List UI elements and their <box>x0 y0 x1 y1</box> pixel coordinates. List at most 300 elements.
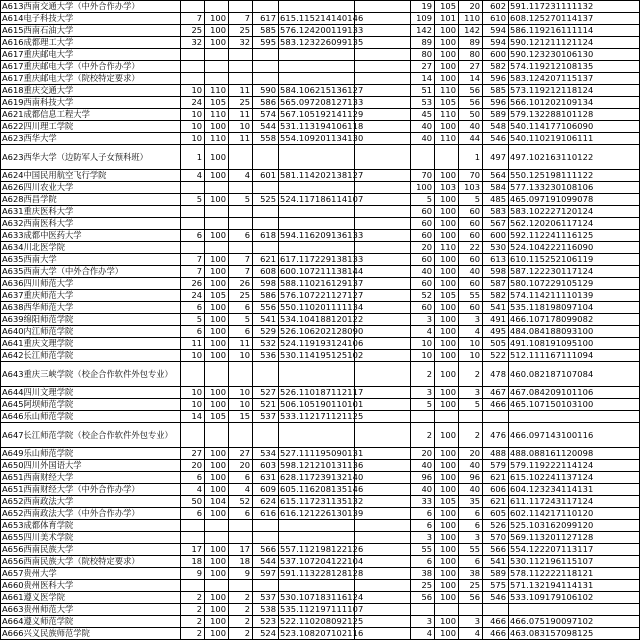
table-row <box>1 194 640 206</box>
ratio-cell: 100 <box>205 472 229 484</box>
ratio-cell-2: 100 <box>435 387 459 399</box>
file-count-cell-2: 6 <box>459 508 483 520</box>
min-score-detail-cell-2: 569.113201127128 <box>509 532 640 544</box>
school-name-cell: A628西昌学院 <box>1 194 181 206</box>
file-count-cell-2: 27 <box>459 61 483 73</box>
table-row <box>1 350 640 362</box>
ratio-cell: 105 <box>205 290 229 302</box>
table-row <box>1 97 640 109</box>
plan-count-cell-2: 100 <box>411 182 435 194</box>
file-count-cell-2: 2 <box>459 362 483 387</box>
plan-count-cell-2: 89 <box>411 37 435 49</box>
plan-count-cell <box>181 580 205 592</box>
plan-count-cell <box>181 73 205 85</box>
file-count-cell: 32 <box>229 37 253 49</box>
max-score-cell: 537 <box>253 592 279 604</box>
plan-count-cell: 20 <box>181 460 205 472</box>
max-score-cell-2: 526 <box>483 520 509 532</box>
plan-count-cell-2: 4 <box>411 628 435 640</box>
max-score-cell-2: 598 <box>483 266 509 278</box>
file-count-cell-2: 3 <box>459 532 483 544</box>
file-count-cell-2: 56 <box>459 592 483 604</box>
file-count-cell <box>229 532 253 544</box>
min-score-detail-cell: 506.105190110101 <box>280 399 364 409</box>
plan-count-cell: 10 <box>181 399 205 411</box>
file-count-cell: 52 <box>229 496 253 508</box>
ratio-cell-2: 100 <box>435 218 459 230</box>
plan-count-cell: 11 <box>181 338 205 350</box>
max-score-cell-2: 530 <box>483 242 509 254</box>
table-row <box>1 484 640 496</box>
max-score-cell-2: 600 <box>483 230 509 242</box>
min-score-detail-cell-2: 540.110219106111 <box>509 133 640 145</box>
max-score-cell-2: 505 <box>483 338 509 350</box>
min-score-detail-cell: 615.115214140146 <box>280 13 364 23</box>
min-score-detail-cell-2: 590.121211121124 <box>509 37 640 49</box>
school-name-cell: A631重庆医科大学 <box>1 206 181 218</box>
plan-count-cell-2: 10 <box>411 338 435 350</box>
ratio-cell-2: 100 <box>435 362 459 387</box>
ratio-cell-2: 100 <box>435 628 459 640</box>
file-count-cell-2: 6 <box>459 520 483 532</box>
file-count-cell-2 <box>459 411 483 423</box>
file-count-cell-2: 5 <box>459 399 483 411</box>
max-score-cell-2: 613 <box>483 254 509 266</box>
blank-cell <box>355 242 411 254</box>
max-score-cell: 534 <box>253 448 279 460</box>
ratio-cell: 100 <box>205 121 229 133</box>
min-score-detail-cell: 588.110216129137 <box>280 278 364 288</box>
min-score-detail-cell-2: 524.104222116090 <box>509 242 640 254</box>
min-score-detail-cell: 583.123226099135 <box>280 37 364 47</box>
min-score-detail-cell-2: 535.118198097104 <box>509 302 640 314</box>
ratio-cell: 100 <box>205 254 229 266</box>
file-count-cell-2: 56 <box>459 97 483 109</box>
min-score-detail-cell-2: 466.107178099082 <box>509 314 640 326</box>
plan-count-cell: 5 <box>181 314 205 326</box>
school-name-cell: A656西南民族大学 <box>1 544 181 556</box>
max-score-cell-2: 594 <box>483 37 509 49</box>
ratio-cell: 100 <box>205 194 229 206</box>
school-name-cell: A649乐山师范学院 <box>1 448 181 460</box>
plan-count-cell: 6 <box>181 326 205 338</box>
table-row <box>1 109 640 121</box>
min-score-detail-cell-2: 590.123230106130 <box>509 49 640 61</box>
file-count-cell: 17 <box>229 544 253 556</box>
ratio-cell-2: 103 <box>435 182 459 194</box>
ratio-cell-2: 100 <box>435 25 459 37</box>
ratio-cell: 100 <box>205 338 229 350</box>
max-score-cell-2: 596 <box>483 73 509 85</box>
ratio-cell: 100 <box>205 399 229 411</box>
ratio-cell <box>205 532 229 544</box>
min-score-detail-cell-2: 525.103162099120 <box>509 520 640 532</box>
school-name-cell: A655四川美术学院 <box>1 532 181 544</box>
ratio-cell-2: 105 <box>435 290 459 302</box>
file-count-cell-2: 22 <box>459 242 483 254</box>
min-score-detail-cell-2: 579.119222114124 <box>509 460 640 472</box>
ratio-cell-2: 100 <box>435 230 459 242</box>
file-count-cell: 4 <box>229 170 253 182</box>
file-count-cell: 6 <box>229 326 253 338</box>
table-row <box>1 49 640 61</box>
ratio-cell-2 <box>435 411 459 423</box>
plan-count-cell <box>181 182 205 194</box>
max-score-cell: 558 <box>253 133 279 145</box>
table-row <box>1 121 640 133</box>
school-name-cell: A614电子科技大学 <box>1 13 181 25</box>
plan-count-cell: 24 <box>181 290 205 302</box>
school-name-cell: A663贵州师范大学 <box>1 604 181 616</box>
ratio-cell-2: 100 <box>435 460 459 472</box>
min-score-detail-cell-2: 591.117231111132 <box>509 1 640 13</box>
min-score-detail-cell-2: 484.084188093100 <box>509 326 640 338</box>
max-score-cell-2: 495 <box>483 326 509 338</box>
file-count-cell: 11 <box>229 338 253 350</box>
file-count-cell-2: 60 <box>459 278 483 290</box>
file-count-cell-2: 89 <box>459 37 483 49</box>
plan-count-cell-2: 60 <box>411 230 435 242</box>
table-row <box>1 314 640 326</box>
max-score-cell <box>253 145 279 170</box>
school-name-cell: A644四川文理学院 <box>1 387 181 399</box>
file-count-cell: 10 <box>229 387 253 399</box>
table-row <box>1 218 640 230</box>
plan-count-cell: 24 <box>181 97 205 109</box>
min-score-detail-cell-2: 463.083157098125 <box>509 628 640 640</box>
table-row <box>1 460 640 472</box>
min-score-detail-cell-2: 578.112222118121 <box>509 568 640 580</box>
ratio-cell-2: 100 <box>435 568 459 580</box>
max-score-cell-2: 600 <box>483 49 509 61</box>
max-score-cell: 524 <box>253 628 279 640</box>
table-row <box>1 73 640 85</box>
table-row <box>1 496 640 508</box>
plan-count-cell-2: 45 <box>411 109 435 121</box>
file-count-cell-2: 4 <box>459 628 483 640</box>
max-score-cell: 617 <box>253 13 279 25</box>
max-score-cell: 532 <box>253 338 279 350</box>
min-score-detail-cell: 617.117229138133 <box>280 254 364 264</box>
ratio-cell: 100 <box>205 350 229 362</box>
plan-count-cell-2: 53 <box>411 97 435 109</box>
max-score-cell-2: 602 <box>483 1 509 13</box>
file-count-cell-2: 44 <box>459 133 483 145</box>
school-name-cell: A624中国民用航空飞行学院 <box>1 170 181 182</box>
file-count-cell <box>229 182 253 194</box>
min-score-detail-cell-2: 566.101202109134 <box>509 97 640 109</box>
min-score-detail-cell-2: 465.097191099078 <box>509 194 640 206</box>
file-count-cell: 10 <box>229 399 253 411</box>
plan-count-cell-2: 2 <box>411 362 435 387</box>
max-score-cell: 609 <box>253 484 279 496</box>
table-row <box>1 170 640 182</box>
ratio-cell: 100 <box>205 616 229 628</box>
plan-count-cell-2: 38 <box>411 568 435 580</box>
min-score-detail-cell: 598.121210131136 <box>280 460 364 470</box>
max-score-cell: 523 <box>253 616 279 628</box>
min-score-detail-cell: 565.097208127133 <box>280 97 364 107</box>
plan-count-cell: 26 <box>181 278 205 290</box>
min-score-detail-cell: 533.112171121125 <box>280 411 364 421</box>
max-score-cell: 601 <box>253 170 279 182</box>
school-name-cell: A619西南科技大学 <box>1 97 181 109</box>
plan-count-cell-2: 60 <box>411 302 435 314</box>
table-row <box>1 520 640 532</box>
table-row <box>1 387 640 399</box>
ratio-cell-2: 100 <box>435 532 459 544</box>
plan-count-cell-2: 6 <box>411 556 435 568</box>
min-score-detail-cell <box>279 73 355 85</box>
max-score-cell: 537 <box>253 411 279 423</box>
table-row <box>1 628 640 640</box>
blank-cell <box>355 49 411 61</box>
max-score-cell-2: 610 <box>483 13 509 25</box>
table-row <box>1 448 640 460</box>
table-row <box>1 326 640 338</box>
table-row <box>1 616 640 628</box>
min-score-detail-cell-2: 602.114217110120 <box>509 508 640 520</box>
plan-count-cell-2: 40 <box>411 266 435 278</box>
school-name-cell: A622四川理工学院 <box>1 121 181 133</box>
plan-count-cell <box>181 242 205 254</box>
ratio-cell-2: 100 <box>435 121 459 133</box>
ratio-cell-2: 100 <box>435 350 459 362</box>
table-row <box>1 423 640 448</box>
min-score-detail-cell <box>279 206 355 218</box>
ratio-cell <box>205 206 229 218</box>
max-score-cell: 529 <box>253 326 279 338</box>
ratio-cell-2: 100 <box>435 508 459 520</box>
max-score-cell-2: 567 <box>483 218 509 230</box>
min-score-detail-cell: 535.112197111107 <box>280 604 364 614</box>
plan-count-cell-2: 3 <box>411 532 435 544</box>
table-row <box>1 302 640 314</box>
max-score-cell-2: 596 <box>483 97 509 109</box>
plan-count-cell-2: 20 <box>411 448 435 460</box>
file-count-cell-2: 5 <box>459 194 483 206</box>
max-score-cell <box>253 218 279 230</box>
min-score-detail-cell <box>279 61 355 73</box>
min-score-detail-cell-2: 583.102227120124 <box>509 206 640 218</box>
ratio-cell-2: 100 <box>435 254 459 266</box>
max-score-cell-2: 548 <box>483 121 509 133</box>
plan-count-cell-2: 60 <box>411 206 435 218</box>
ratio-cell: 110 <box>205 109 229 121</box>
school-name-cell: A660贵州医科大学 <box>1 580 181 592</box>
max-score-cell: 585 <box>253 25 279 37</box>
min-score-detail-cell-2: 583.124207115137 <box>509 73 640 85</box>
ratio-cell: 100 <box>205 556 229 568</box>
school-name-cell: A650四川外国语大学 <box>1 460 181 472</box>
max-score-cell-2: 587 <box>483 278 509 290</box>
school-name-cell: A635西南大学 <box>1 254 181 266</box>
blank-cell <box>355 580 411 592</box>
plan-count-cell: 14 <box>181 411 205 423</box>
ratio-cell: 100 <box>205 628 229 640</box>
plan-count-cell: 7 <box>181 266 205 278</box>
min-score-detail-cell-2: 574.119212108135 <box>509 61 640 73</box>
ratio-cell: 100 <box>205 266 229 278</box>
file-count-cell: 5 <box>229 194 253 206</box>
file-count-cell-2: 60 <box>459 218 483 230</box>
ratio-cell-2: 100 <box>435 302 459 314</box>
ratio-cell-2: 101 <box>435 13 459 25</box>
file-count-cell <box>229 145 253 170</box>
plan-count-cell: 10 <box>181 133 205 145</box>
file-count-cell: 27 <box>229 448 253 460</box>
min-score-detail-cell: 616.121226130139 <box>280 508 364 518</box>
max-score-cell: 536 <box>253 350 279 362</box>
max-score-cell-2: 466 <box>483 399 509 411</box>
file-count-cell-2: 56 <box>459 85 483 97</box>
file-count-cell-2: 60 <box>459 302 483 314</box>
file-count-cell-2: 103 <box>459 182 483 194</box>
ratio-cell-2: 100 <box>435 326 459 338</box>
school-name-cell: A623西华大学 <box>1 133 181 145</box>
plan-count-cell: 10 <box>181 109 205 121</box>
ratio-cell-2: 100 <box>435 37 459 49</box>
file-count-cell-2: 35 <box>459 496 483 508</box>
min-score-detail-cell-2: 610.115252106119 <box>509 254 640 266</box>
min-score-detail-cell <box>279 145 355 170</box>
file-count-cell-2: 40 <box>459 460 483 472</box>
min-score-detail-cell: 537.107204122104 <box>280 556 364 566</box>
max-score-cell-2: 491 <box>483 314 509 326</box>
plan-count-cell-2: 14 <box>411 73 435 85</box>
min-score-detail-cell: 567.105192141129 <box>280 109 364 119</box>
school-name-cell: A635西南大学（中外合作办学） <box>1 266 181 278</box>
school-name-cell: A623西华大学（边防军人子女预科班） <box>1 145 181 170</box>
file-count-cell-2: 70 <box>459 170 483 182</box>
max-score-cell-2: 564 <box>483 170 509 182</box>
ratio-cell-2: 100 <box>435 73 459 85</box>
plan-count-cell <box>181 362 205 387</box>
min-score-detail-cell: 534.104188120122 <box>280 314 364 324</box>
min-score-detail-cell: 523.108207102116 <box>280 628 364 638</box>
school-name-cell: A616成都理工大学 <box>1 37 181 49</box>
ratio-cell-2: 110 <box>435 85 459 97</box>
min-score-detail-cell: 591.113228128128 <box>280 568 364 578</box>
plan-count-cell: 32 <box>181 37 205 49</box>
min-score-detail-cell: 600.107211138144 <box>280 266 364 276</box>
min-score-detail-cell: 530.107183116124 <box>280 592 364 602</box>
file-count-cell-2: 14 <box>459 73 483 85</box>
file-count-cell <box>229 206 253 218</box>
plan-count-cell: 10 <box>181 85 205 97</box>
table-row <box>1 145 640 170</box>
plan-count-cell: 2 <box>181 604 205 616</box>
plan-count-cell-2: 6 <box>411 508 435 520</box>
school-name-cell: A645阿坝师范学院 <box>1 399 181 411</box>
max-score-cell <box>253 61 279 73</box>
max-score-cell <box>253 242 279 254</box>
max-score-cell-2: 497 <box>483 145 509 170</box>
table-row <box>1 37 640 49</box>
ratio-cell: 100 <box>205 170 229 182</box>
min-score-detail-cell-2: 562.120206117124 <box>509 218 640 230</box>
ratio-cell: 100 <box>205 484 229 496</box>
table-row <box>1 25 640 37</box>
file-count-cell-2: 60 <box>459 254 483 266</box>
school-name-cell: A652西南政法大学（中外合作办学） <box>1 508 181 520</box>
plan-count-cell-2: 6 <box>411 520 435 532</box>
blank-cell <box>355 1 411 13</box>
school-name-cell: A626四川农业大学 <box>1 182 181 194</box>
max-score-cell-2: 522 <box>483 350 509 362</box>
table-row <box>1 399 640 411</box>
max-score-cell-2: 606 <box>483 484 509 496</box>
file-count-cell: 20 <box>229 460 253 472</box>
school-name-cell: A652西南政法大学 <box>1 496 181 508</box>
file-count-cell-2: 40 <box>459 266 483 278</box>
min-score-detail-cell-2: 550.125198111122 <box>509 170 640 182</box>
max-score-cell-2: 466 <box>483 616 509 628</box>
max-score-cell: 541 <box>253 314 279 326</box>
file-count-cell-2: 60 <box>459 230 483 242</box>
school-name-cell: A647长江师范学院（校企合作软件外包专业） <box>1 423 181 448</box>
file-count-cell <box>229 242 253 254</box>
school-name-cell: A664遵义师范学院 <box>1 616 181 628</box>
plan-count-cell-2: 40 <box>411 121 435 133</box>
max-score-cell <box>253 49 279 61</box>
plan-count-cell: 6 <box>181 508 205 520</box>
file-count-cell: 2 <box>229 616 253 628</box>
plan-count-cell <box>181 61 205 73</box>
min-score-detail-cell: 554.109201134130 <box>280 133 364 143</box>
min-score-detail-cell <box>279 1 355 13</box>
file-count-cell: 6 <box>229 230 253 242</box>
plan-count-cell: 5 <box>181 194 205 206</box>
file-count-cell-2: 10 <box>459 338 483 350</box>
plan-count-cell-2 <box>411 604 435 616</box>
ratio-cell-2: 105 <box>435 1 459 13</box>
plan-count-cell-2: 40 <box>411 484 435 496</box>
ratio-cell <box>205 520 229 532</box>
plan-count-cell-2 <box>411 411 435 423</box>
plan-count-cell-2: 109 <box>411 13 435 25</box>
file-count-cell: 2 <box>229 604 253 616</box>
file-count-cell: 5 <box>229 314 253 326</box>
file-count-cell: 10 <box>229 121 253 133</box>
school-name-cell: A617重庆邮电大学（中外合作办学） <box>1 61 181 73</box>
max-score-cell-2: 583 <box>483 206 509 218</box>
file-count-cell-2: 55 <box>459 544 483 556</box>
min-score-detail-cell-2: 579.132288101128 <box>509 109 640 121</box>
plan-count-cell-2: 60 <box>411 278 435 290</box>
ratio-cell-2: 100 <box>435 266 459 278</box>
max-score-cell-2: 546 <box>483 133 509 145</box>
min-score-detail-cell: 628.117239132140 <box>280 472 364 482</box>
plan-count-cell-2: 10 <box>411 350 435 362</box>
file-count-cell <box>229 362 253 387</box>
blank-cell <box>355 145 411 170</box>
plan-count-cell: 2 <box>181 616 205 628</box>
min-score-detail-cell-2: 467.084209101106 <box>509 387 640 399</box>
ratio-cell-2: 100 <box>435 170 459 182</box>
max-score-cell: 595 <box>253 37 279 49</box>
max-score-cell-2: 589 <box>483 109 509 121</box>
plan-count-cell <box>181 423 205 448</box>
plan-count-cell-2: 40 <box>411 133 435 145</box>
plan-count-cell: 25 <box>181 25 205 37</box>
min-score-detail-cell-2: 466.075190097102 <box>509 616 640 628</box>
plan-count-cell-2: 25 <box>411 580 435 592</box>
max-score-cell <box>253 73 279 85</box>
file-count-cell-2: 142 <box>459 25 483 37</box>
min-score-detail-cell-2: 608.125270114137 <box>509 13 640 25</box>
file-count-cell <box>229 520 253 532</box>
